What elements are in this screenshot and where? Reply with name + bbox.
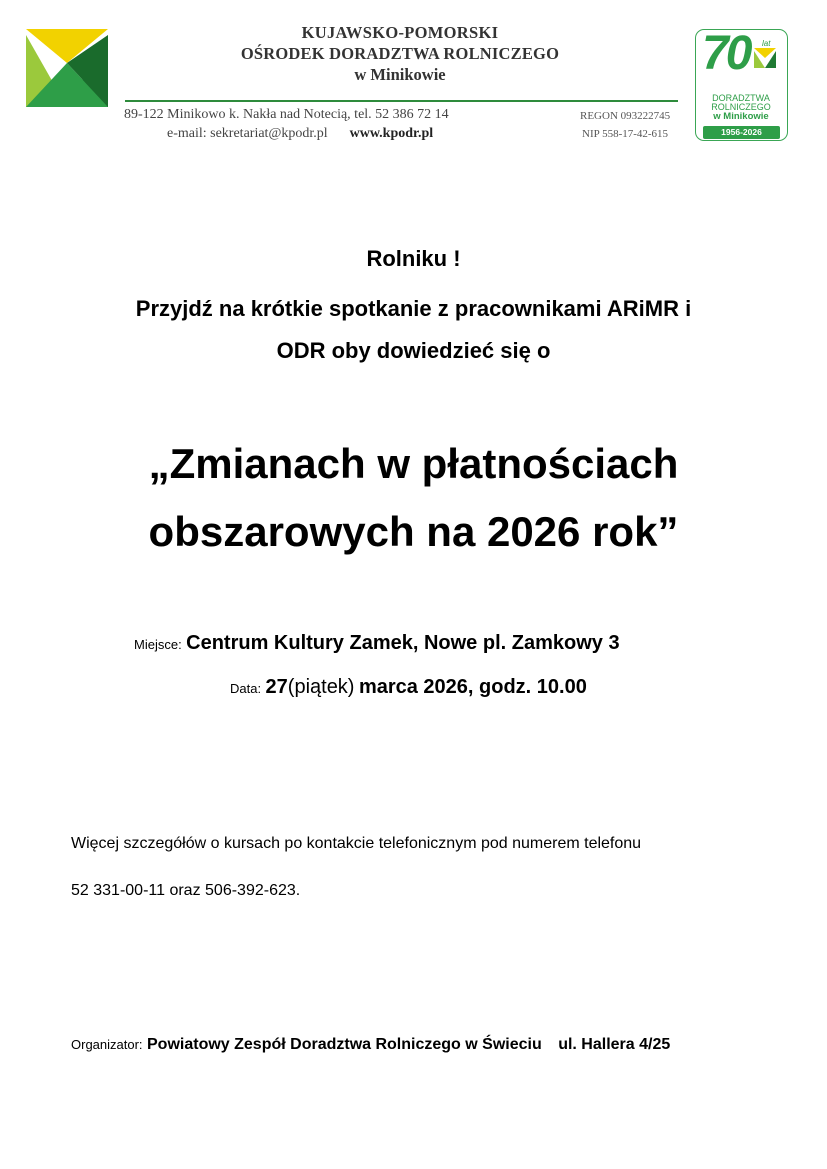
organizer-label: Organizator:	[71, 1037, 143, 1052]
date-day: 27	[265, 676, 288, 698]
date-rest: marca 2026, godz. 10.00	[358, 676, 587, 698]
org-name-line3: w Minikowie	[354, 65, 446, 84]
org-name-line2: OŚRODEK DORADZTWA ROLNICZEGO	[240, 44, 560, 63]
date-weekday: (piątek)	[287, 676, 355, 698]
email-text[interactable]: e-mail: sekretariat@kpodr.pl	[167, 126, 328, 141]
badge-number: 70	[702, 27, 750, 80]
regon-number: REGON 093222745	[580, 110, 671, 122]
badge-years: 1956-2026	[703, 126, 780, 139]
greeting-heading: Rolniku !	[366, 246, 461, 271]
event-title-line1: „Zmianach w płatnościach	[148, 440, 679, 487]
kpodr-logo-icon	[26, 29, 108, 107]
organizer-address: ul. Hallera 4/25	[558, 1036, 671, 1053]
date-label: Data:	[230, 681, 262, 696]
contact-info-line2: 52 331-00-11 oraz 506-392-623.	[71, 882, 301, 899]
place-value: Centrum Kultury Zamek, Nowe pl. Zamkowy 3	[186, 632, 620, 654]
contact-line	[167, 126, 433, 142]
nip-number: NIP 558-17-42-615	[582, 128, 669, 140]
intro-line2: ODR oby dowiedzieć się o	[276, 338, 551, 363]
header-divider	[125, 100, 678, 102]
event-date	[230, 676, 587, 699]
badge-line3: w Minikowie	[713, 111, 769, 122]
organizer-value: Powiatowy Zespół Doradztwa Rolniczego w Świeciu	[147, 1036, 542, 1053]
badge-lat: lat	[762, 39, 771, 48]
organization-name	[190, 22, 610, 85]
place-label: Miejsce:	[134, 637, 182, 652]
website-link[interactable]: www.kpodr.pl	[349, 126, 434, 141]
event-title-line2: obszarowych na 2026 rok”	[148, 508, 679, 555]
intro-line1: Przyjdź na krótkie spotkanie z pracownikami ARiMR i	[135, 296, 692, 321]
anniversary-badge	[695, 29, 788, 141]
postal-address: 89-122 Minikowo k. Nakła nad Notecią, tel. 52 386 72 14	[124, 107, 449, 122]
contact-info-line1: Więcej szczegółów o kursach po kontakcie telefonicznym pod numerem telefonu	[71, 835, 642, 852]
event-place	[134, 632, 620, 655]
badge-line1: DORADZTWA	[712, 93, 770, 103]
org-name-line1: KUJAWSKO-POMORSKI	[301, 23, 499, 42]
badge-line2: ROLNICZEGO	[711, 102, 771, 112]
badge-check-icon	[754, 48, 776, 68]
organizer-line	[71, 1036, 670, 1054]
